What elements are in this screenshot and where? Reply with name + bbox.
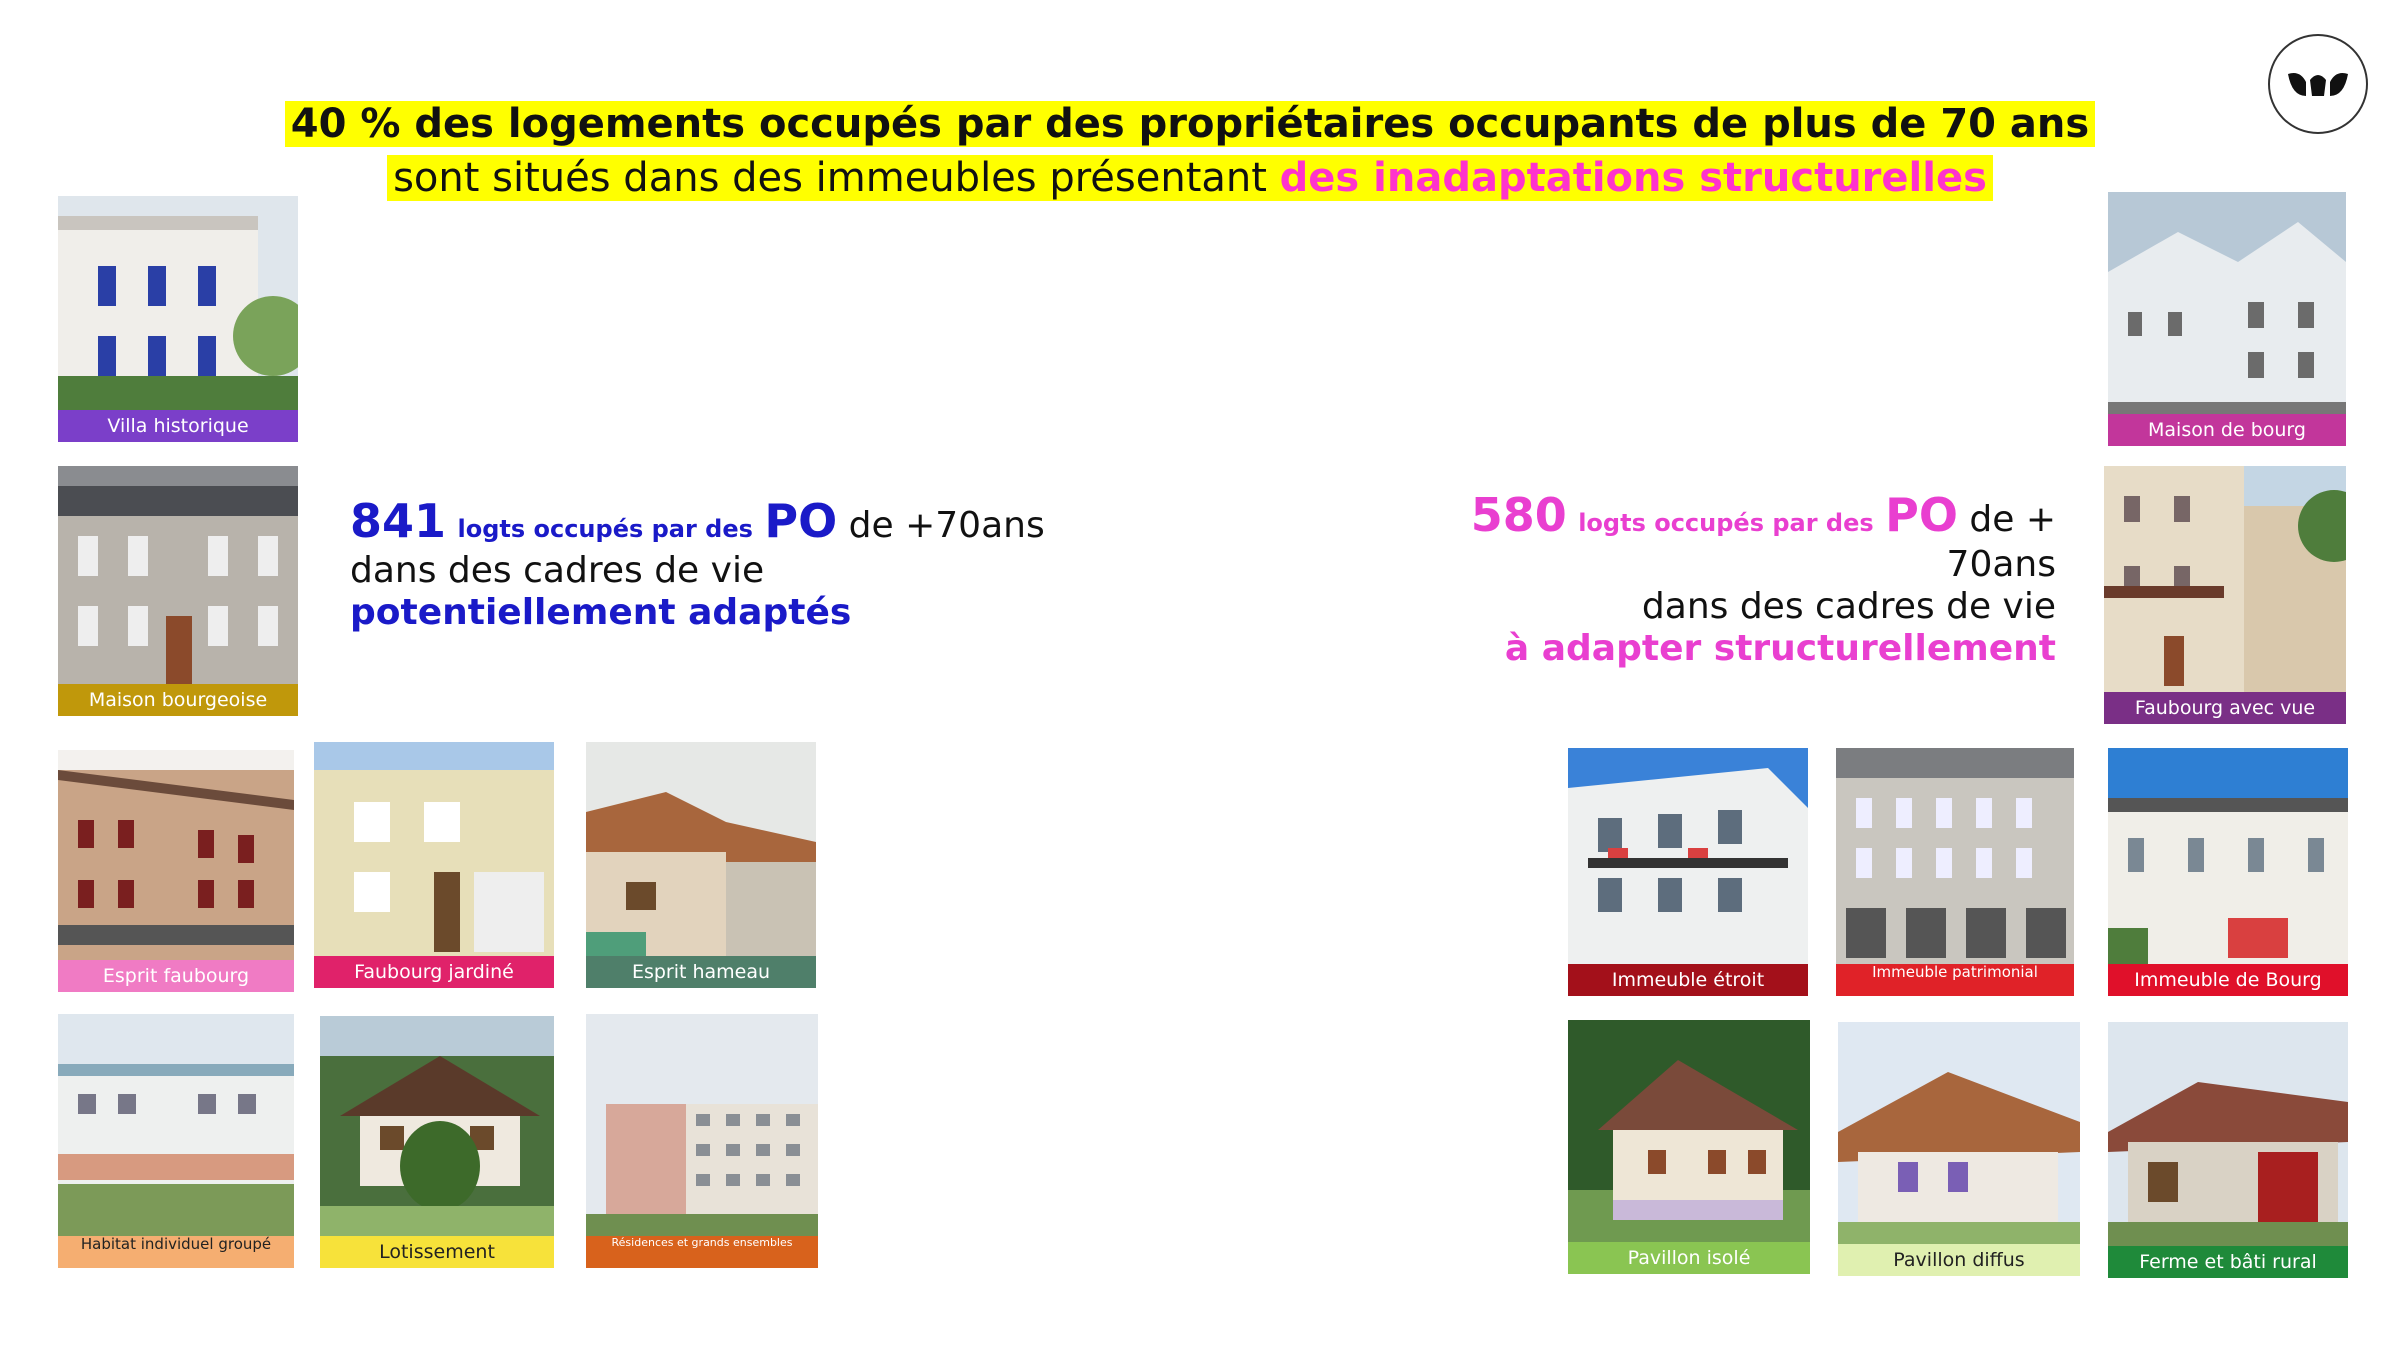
card-residences: Résidences et grands ensembles [586,1014,818,1268]
card-immeuble-de-bourg: Immeuble de Bourg [2108,748,2348,996]
logo-icon [2270,36,2366,132]
lotissement-photo [320,1016,554,1268]
card-faubourg-jardine: Faubourg jardiné [314,742,554,988]
left-stat-block: 841 logts occupés par des PO de +70ans dans des cadres de vie potentiellement adaptés [350,494,1045,633]
pavillon-isole-photo [1568,1020,1810,1274]
card-pavillon-diffus: Pavillon diffus [1838,1022,2080,1276]
headline-line-2: sont situés dans des immeubles présentant des inadaptations structurelles [0,152,2380,204]
card-esprit-hameau: Esprit hameau [586,742,816,988]
villa-photo [58,196,298,442]
residences-photo [586,1014,818,1268]
immeuble-de-bourg-photo [2108,748,2348,996]
esprit-hameau-photo [586,742,816,988]
esprit-faubourg-photo [58,750,294,992]
immeuble-etroit-photo [1568,748,1808,996]
card-immeuble-patrimonial: Immeuble patrimonial [1836,748,2074,996]
pavillon-diffus-photo [1838,1022,2080,1276]
card-lotissement: Lotissement [320,1016,554,1268]
faubourg-jardine-photo [314,742,554,988]
faubourg-avec-vue-photo [2104,466,2346,724]
immeuble-patrimonial-photo [1836,748,2074,996]
headline-highlight: des inadaptations structurelles [1279,155,1987,201]
card-immeuble-etroit: Immeuble étroit [1568,748,1808,996]
card-ferme: Ferme et bâti rural [2108,1022,2348,1278]
left-count: 841 [350,494,447,548]
maison-de-bourg-photo [2108,192,2346,446]
ferme-photo [2108,1022,2348,1278]
brand-logo [2268,34,2368,134]
right-stat-block: 580 logts occupés par des PO de + 70ans dans des cadres de vie à adapter structurellement [1470,488,2056,669]
card-faubourg-avec-vue: Faubourg avec vue [2104,466,2346,724]
card-pavillon-isole: Pavillon isolé [1568,1020,1810,1274]
maison-bourgeoise-photo [58,466,298,716]
card-villa-historique: Villa historique [58,196,298,442]
card-habitat-groupe: Habitat individuel groupé [58,1014,294,1268]
headline-line-1: 40 % des logements occupés par des propriétaires occupants de plus de 70 ans [0,98,2380,150]
card-maison-de-bourg: Maison de bourg [2108,192,2346,446]
right-count: 580 [1470,488,1567,542]
card-maison-bourgeoise: Maison bourgeoise [58,466,298,716]
card-esprit-faubourg: Esprit faubourg [58,750,294,992]
habitat-groupe-photo [58,1014,294,1268]
